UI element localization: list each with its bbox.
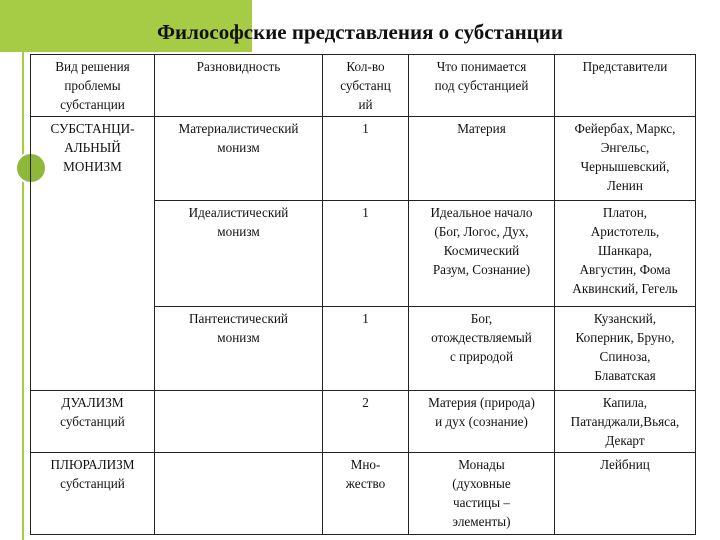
type-cell-empty: [31, 307, 155, 391]
type-cell-empty: [31, 201, 155, 307]
page-title: Философские представления о субстанции: [157, 20, 563, 44]
header-representatives: Представители: [555, 55, 696, 117]
representatives-cell: Капила, Патанджали,Вьяса, Декарт: [555, 391, 696, 453]
representatives-cell: Платон, Аристотель, Шанкара, Августин, Фома Аквинский, Гегель: [555, 201, 696, 307]
type-cell-pluralism: ПЛЮРАЛИЗМ субстанций: [31, 453, 155, 535]
count-cell: 1: [323, 201, 409, 307]
meaning-cell: Бог, отождествляемый с природой: [409, 307, 555, 391]
header-variety: Разновидность: [155, 55, 323, 117]
variety-cell: [155, 453, 323, 535]
representatives-cell: Кузанский, Коперник, Бруно, Спиноза, Блаватская: [555, 307, 696, 391]
table-row: [31, 307, 696, 391]
count-cell: 1: [323, 117, 409, 201]
header-meaning: Что понимается под субстанцией: [409, 55, 555, 117]
variety-cell: Пантеистический монизм: [155, 307, 323, 391]
count-cell: 2: [323, 391, 409, 453]
table-row: [31, 453, 696, 535]
substance-table: [30, 54, 696, 535]
meaning-cell: Монады (духовные частицы – элементы): [409, 453, 555, 535]
header-type: Вид решения проблемы субстанции: [31, 55, 155, 117]
representatives-cell: Фейербах, Маркс, Энгельс, Чернышевский, Ленин: [555, 117, 696, 201]
table-row: [31, 391, 696, 453]
table-row: [31, 117, 696, 201]
variety-cell: Материалистический монизм: [155, 117, 323, 201]
meaning-cell: Материя: [409, 117, 555, 201]
count-cell: 1: [323, 307, 409, 391]
table-header-row: [31, 55, 696, 117]
type-cell-dualism: ДУАЛИЗМ субстанций: [31, 391, 155, 453]
meaning-cell: Материя (природа) и дух (сознание): [409, 391, 555, 453]
count-cell: Мно- жество: [323, 453, 409, 535]
representatives-cell: Лейбниц: [555, 453, 696, 535]
variety-cell: Идеалистический монизм: [155, 201, 323, 307]
header-count: Кол-во субстанц ий: [323, 55, 409, 117]
type-cell-monism: СУБСТАНЦИ- АЛЬНЫЙ МОНИЗМ: [31, 117, 155, 201]
meaning-cell: Идеальное начало (Бог, Логос, Дух, Космический Разум, Сознание): [409, 201, 555, 307]
variety-cell: [155, 391, 323, 453]
decorative-green-line: [22, 52, 24, 540]
table-row: [31, 201, 696, 307]
